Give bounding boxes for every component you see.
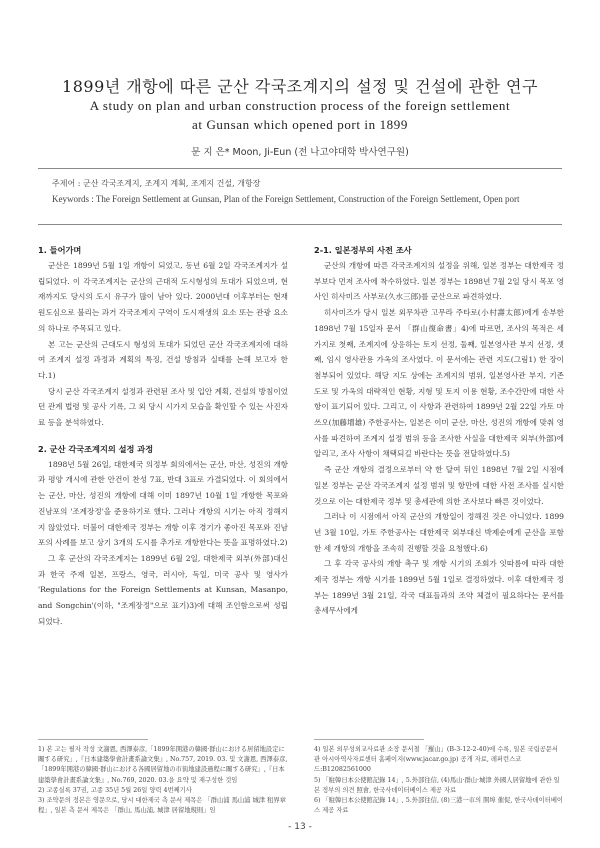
author-line: 문 지 은* Moon, Ji-Eun (전 나고야대학 박사연구원) <box>191 147 409 158</box>
spacer <box>38 431 288 441</box>
right-column <box>314 242 564 619</box>
footnote: 6) 「駐韓日本公使館記錄 14」, 5.外部往信, (8)三港一市의 開埠 催促, 한국사데이터베이스 제공 자료 <box>314 797 563 815</box>
subsection-heading-japan-survey: 2-1. 일본정부의 사전 조사 <box>314 245 412 255</box>
footnote: 3) 조약문의 정본은 영문으로, 당시 대한제국 측 문서 제목은 「群山浦 馬山浦 城津 租界章程」, 일본 측 문서 제목은 「群山, 馬山浦, 城津 居留地規則」임 <box>38 797 286 815</box>
paragraph: 군산의 개항에 따른 각국조계지의 설정을 위해, 일본 정부는 대한제국 정부보다 먼저 조사에 착수하였다. 일본 정부는 1898년 7월 2일 당시 목포 영사인 히사미즈 사부로(久水三郎)를 군산으로 파견하였다. <box>314 261 564 302</box>
footnote: 2) 고종실록 37권, 고종 35년 5월 26일 양력 4번째기사 <box>38 786 192 794</box>
footnote-divider-left <box>38 739 148 740</box>
paragraph: 그 후 군산의 각국조계지는 1899년 6월 2일, 대한제국 외부(外部)대신과 한국 주재 일본, 프랑스, 영국, 러시아, 독일, 미국 공사 및 영사가 'Regulations for the Foreign Settlements at Kunsan, Masanpo, and Songchin'(이하, "조계장정"으로 표기)3)에 대해 조인함으로써 성립되었다. <box>38 553 288 626</box>
footnote: 4) 일본 외무성외교사료관 소장 문서철 「羅山」(B-3-12-2-40)에 수록, 일본 국립공문서관 아시아역사자료센터 홈페이지(www.jacar.go.jp) 공개 자료, 레퍼런스코드:B12082561000 <box>314 746 558 774</box>
paragraph: 그 후 각국 공사의 개항 촉구 및 개항 시기의 조회가 잇따름에 따라 대한제국 정부는 개항 시기를 1899년 5월 1일로 결정하였다. 이후 대한제국 정부는 1899년 3월 21일, 각국 대표들과의 조약 체결이 필요하다는 문서를 총세무사에게 <box>314 559 564 616</box>
header-divider-bottom <box>38 224 562 225</box>
footnotes-right <box>314 745 564 816</box>
left-column <box>38 242 288 629</box>
paragraph: 히사미즈가 당시 일본 외무차관 고무라 주타로(小村壽太郎)에게 송부한 1898년 7월 15일자 문서 「群山復命書」4)에 따르면, 조사의 목적은 세 가지로 첫째, 조계지에 상응하는 토지 선정, 둘째, 일본영사관 부지 선정, 셋째, 임시 영사관용 가옥의 조사였다. 이 문서에는 관련 지도(그림1) 한 장이 첨부되어 있었다. 해당 지도 상에는 조계지의 범위, 일본영사관 부지, 기존 도로 및 가옥의 대략적인 현황, 지형 및 토지 이용 현황, 조수간만에 대한 사항이 표기되어 있다. 그리고, 이 사항과 관련하여 1899년 2월 22일 가토 마쓰오(加藤增雄) 주한공사는, 일본은 이미 군산, 마산, 성진의 개항에 맞춰 영사를 파견하여 조계지 설정 범위 등을 조사한 사실을 대한제국 외부(外部)에 알리고, 조사 사항이 채택되길 바란다는 뜻을 전달하였다.5) <box>314 308 564 459</box>
keywords-korean: 주제어 : 군산 각국조계지, 조계지 계획, 조계지 건설, 개항장 <box>52 179 261 188</box>
paragraph: 1898년 5월 26일, 대한제국 의정부 회의에서는 군산, 마산, 성진의 개항과 평양 개시에 관한 안건이 찬성 7표, 반대 3표로 가결되었다. 이 회의에서는 군산, 마산, 성진의 개항에 대해 이미 1897년 10월 1일 개항한 목포와 진남포의 '조계장정'을 준용하기로 했다. 그러나 개항의 시기는 아직 정해지지 않았었다. 더불어 대한제국 정부는 개항 이후 경기가 좋아진 목포와 진남포의 사례를 보고 상기 3개의 도시를 추가로 개항한다는 뜻을 표명하였다.2) <box>38 459 288 548</box>
header-divider-top <box>38 168 562 169</box>
footnotes-left <box>38 745 288 816</box>
page-number: - 13 - <box>288 822 312 832</box>
paragraph: 본 고는 군산의 근대도시 형성의 토대가 되었던 군산 각국조계지에 대하여 조계지 설정 과정과 계획의 특징, 건설 방침과 실태를 논해 보고자 한다.1) <box>38 339 288 380</box>
footnote-divider-right <box>314 739 424 740</box>
subtitle-line-1: A study on plan and urban construction process of the foreign settlement <box>89 98 511 113</box>
section-heading-settlement-process: 2. 군산 각국조계지의 설정 과정 <box>38 443 154 454</box>
subtitle-line-2: at Gunsan which opened port in 1899 <box>192 117 408 132</box>
paragraph: 군산은 1899년 5월 1일 개항이 되었고, 동년 6월 2일 각국조계지가 설립되었다. 이 각국조계지는 군산의 근대적 도시형성의 토대가 되었으며, 현재까지도 당시의 도시 유구가 많이 남아 있다. 2000년대 이후부터는 현재 원도심으로 불리는 과거 각국조계지 구역이 도시재생의 요소 또는 관광 요소의 하나로 주목되고 있다. <box>38 261 288 333</box>
paragraph: 그러나 이 시점에서 아직 군산의 개항일이 정해진 것은 아니었다. 1899년 3월 10일, 가토 주한공사는 대한제국 외부대신 박제순에게 군산을 포함한 세 개항의 개항을 조속히 진행할 것을 요청했다.6) <box>314 512 564 553</box>
keywords-english: Keywords : The Foreign Settlement at Gunsan, Plan of the Foreign Settlement, Construction of the Foreign Settlement, Open port <box>52 194 520 204</box>
section-heading-introduction: 1. 들어가며 <box>38 245 82 255</box>
paragraph: 즉 군산 개항의 결정으로부터 약 한 달여 뒤인 1898년 7월 2일 시점에 일본 정부는 군산 각국조계지 설정 범위 및 항만에 대한 사전 조사를 실시한 것으로 이는 대한제국 정부 및 총세관에 의한 조사보다 빠른 것이었다. <box>314 465 564 506</box>
paper-title: 1899년 개항에 따른 군산 각국조계지의 설정 및 건설에 관한 연구 <box>62 77 538 96</box>
footnote: 5) 「駐韓日本公使館記錄 14」, 5.外部往信, (4)馬山·群山·城津 外國人居留地에 관한 일본 정부의 의견 照會, 한국사데이터베이스 제공 자료 <box>314 776 560 794</box>
paper-subtitle <box>40 96 560 134</box>
paragraph: 당시 군산 각국조계지 설정과 관련된 조사 및 입안 계획, 건설의 방침이었던 관계 법령 및 공사 기록, 그 외 당시 시가지 모습을 확인할 수 있는 사진자료 등을 분석하였다. <box>38 386 288 428</box>
footnote: 1) 본 고는 필자 작성 文謝恩, 西澤泰彦,「1899年開港の韓國·群山における居留地設定に關する研究」,『日本建築學會計畫系論文集』, No.757, 2019. 03. 및 文謝恩, 西澤泰彦,「1899年開港の韓國·群山における各國居留地の市街地建設過程に關する研究」,『日本建築學會計畫系論文集』, No.769, 2020. 03.을 요약 및 재구성한 것임 <box>38 746 288 784</box>
